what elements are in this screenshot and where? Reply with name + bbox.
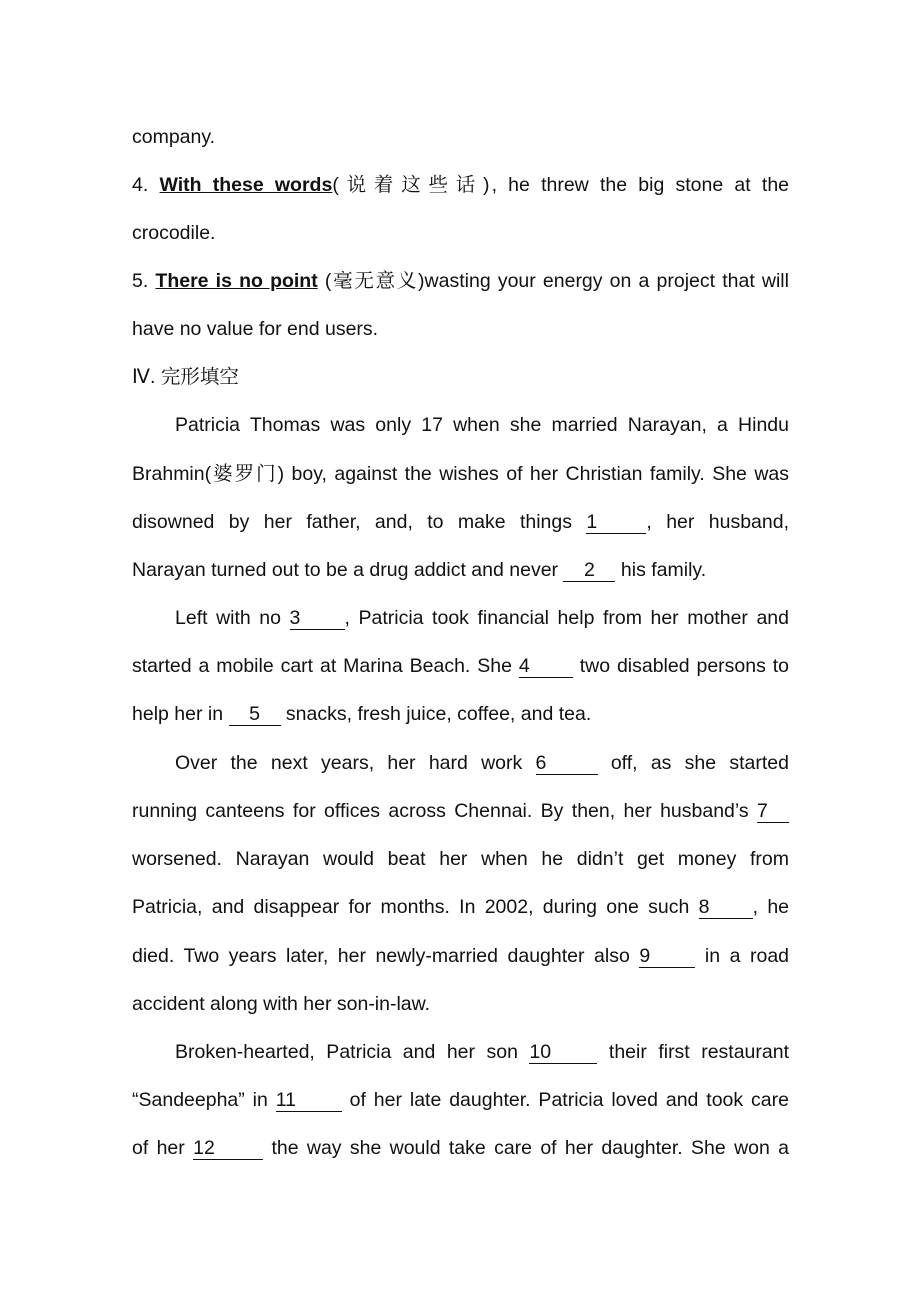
text-line xyxy=(132,992,789,1016)
line-text: in a road xyxy=(704,945,790,967)
line-text: Narayan turned out to be a drug addict and never xyxy=(132,559,559,581)
text-line xyxy=(132,895,789,919)
text-line xyxy=(175,751,789,775)
text-line xyxy=(132,317,789,341)
section-heading xyxy=(132,365,789,389)
sentence-5 xyxy=(132,269,789,293)
line-text: “Sandeepha” in xyxy=(132,1089,268,1111)
line-text: Left with no xyxy=(175,607,281,629)
section-title: Ⅳ. 完形填空 xyxy=(132,366,239,388)
text-line xyxy=(132,799,789,823)
line-text: company. xyxy=(132,126,216,148)
blank-10[interactable]: 10 xyxy=(529,1041,597,1064)
text-line xyxy=(132,654,789,678)
blank-7[interactable]: 7 xyxy=(757,800,789,823)
line-text: wasting your energy on a project that will xyxy=(424,270,789,292)
text-line xyxy=(132,510,789,534)
blank-1[interactable]: 1 xyxy=(586,511,646,534)
line-text: , he threw the big stone at the xyxy=(491,174,790,196)
line-text: started a mobile cart at Marina Beach. She xyxy=(132,655,512,677)
blank-3[interactable]: 3 xyxy=(290,607,345,630)
text-line xyxy=(132,462,789,486)
line-text: accident along with her son-in-law. xyxy=(132,993,431,1015)
line-text: the way she would take care of her daughter. She won a xyxy=(271,1137,790,1159)
line-text: their first restaurant xyxy=(608,1041,790,1063)
blank-6[interactable]: 6 xyxy=(536,752,598,775)
blank-2[interactable]: 2 xyxy=(563,559,615,582)
line-text: crocodile. xyxy=(132,222,216,244)
text-line xyxy=(175,413,789,437)
text-line xyxy=(132,1088,789,1112)
text-line xyxy=(132,847,789,871)
line-text: Patricia Thomas was only 17 when she married Narayan, a Hindu xyxy=(175,414,789,436)
text-line xyxy=(132,944,789,968)
sentence-4 xyxy=(132,173,789,197)
line-text: died. Two years later, her newly-married daughter also xyxy=(132,945,630,967)
line-text: off, as she started xyxy=(610,752,789,774)
blank-9[interactable]: 9 xyxy=(639,945,695,968)
text-line xyxy=(132,702,789,726)
key-phrase: There is no point xyxy=(155,270,318,292)
text-line xyxy=(175,1040,789,1064)
blank-8[interactable]: 8 xyxy=(699,896,753,919)
text-line xyxy=(175,606,789,630)
text-line xyxy=(132,1136,789,1160)
line-text: of her late daughter. Patricia loved and took care xyxy=(349,1089,789,1111)
line-text: his family. xyxy=(620,559,707,581)
line-text: Over the next years, her hard work xyxy=(175,752,523,774)
text-line xyxy=(132,125,789,149)
chinese-gloss: (毫无意义) xyxy=(324,270,425,292)
key-phrase: With these words xyxy=(159,174,333,196)
line-text: , her husband, xyxy=(646,511,789,533)
line-text: snacks, fresh juice, coffee, and tea. xyxy=(285,703,592,725)
line-text: of her xyxy=(132,1137,185,1159)
blank-5[interactable]: 5 xyxy=(229,703,281,726)
line-text: Broken-hearted, Patricia and her son xyxy=(175,1041,518,1063)
blank-12[interactable]: 12 xyxy=(193,1137,263,1160)
line-text: have no value for end users. xyxy=(132,318,379,340)
line-text: disowned by her father, and, to make things xyxy=(132,511,572,533)
line-text: two disabled persons to xyxy=(579,655,789,677)
line-text: worsened. Narayan would beat her when he didn’t get money from xyxy=(132,848,789,870)
item-number: 4. xyxy=(132,174,149,196)
item-number: 5. xyxy=(132,270,149,292)
line-text: help her in xyxy=(132,703,224,725)
line-text: Patricia, and disappear for months. In 2002, during one such xyxy=(132,896,690,918)
text-line xyxy=(132,221,789,245)
line-text: Brahmin(婆罗门) boy, against the wishes of her Christian family. She was xyxy=(132,463,789,485)
text-line xyxy=(132,558,789,582)
blank-4[interactable]: 4 xyxy=(519,655,573,678)
line-text: , Patricia took financial help from her mother and xyxy=(344,607,789,629)
line-text: running canteens for offices across Chennai. By then, her husband’s xyxy=(132,800,749,822)
line-text: , he xyxy=(752,896,790,918)
blank-11[interactable]: 11 xyxy=(276,1089,342,1112)
chinese-gloss: (说着这些话) xyxy=(332,174,492,196)
